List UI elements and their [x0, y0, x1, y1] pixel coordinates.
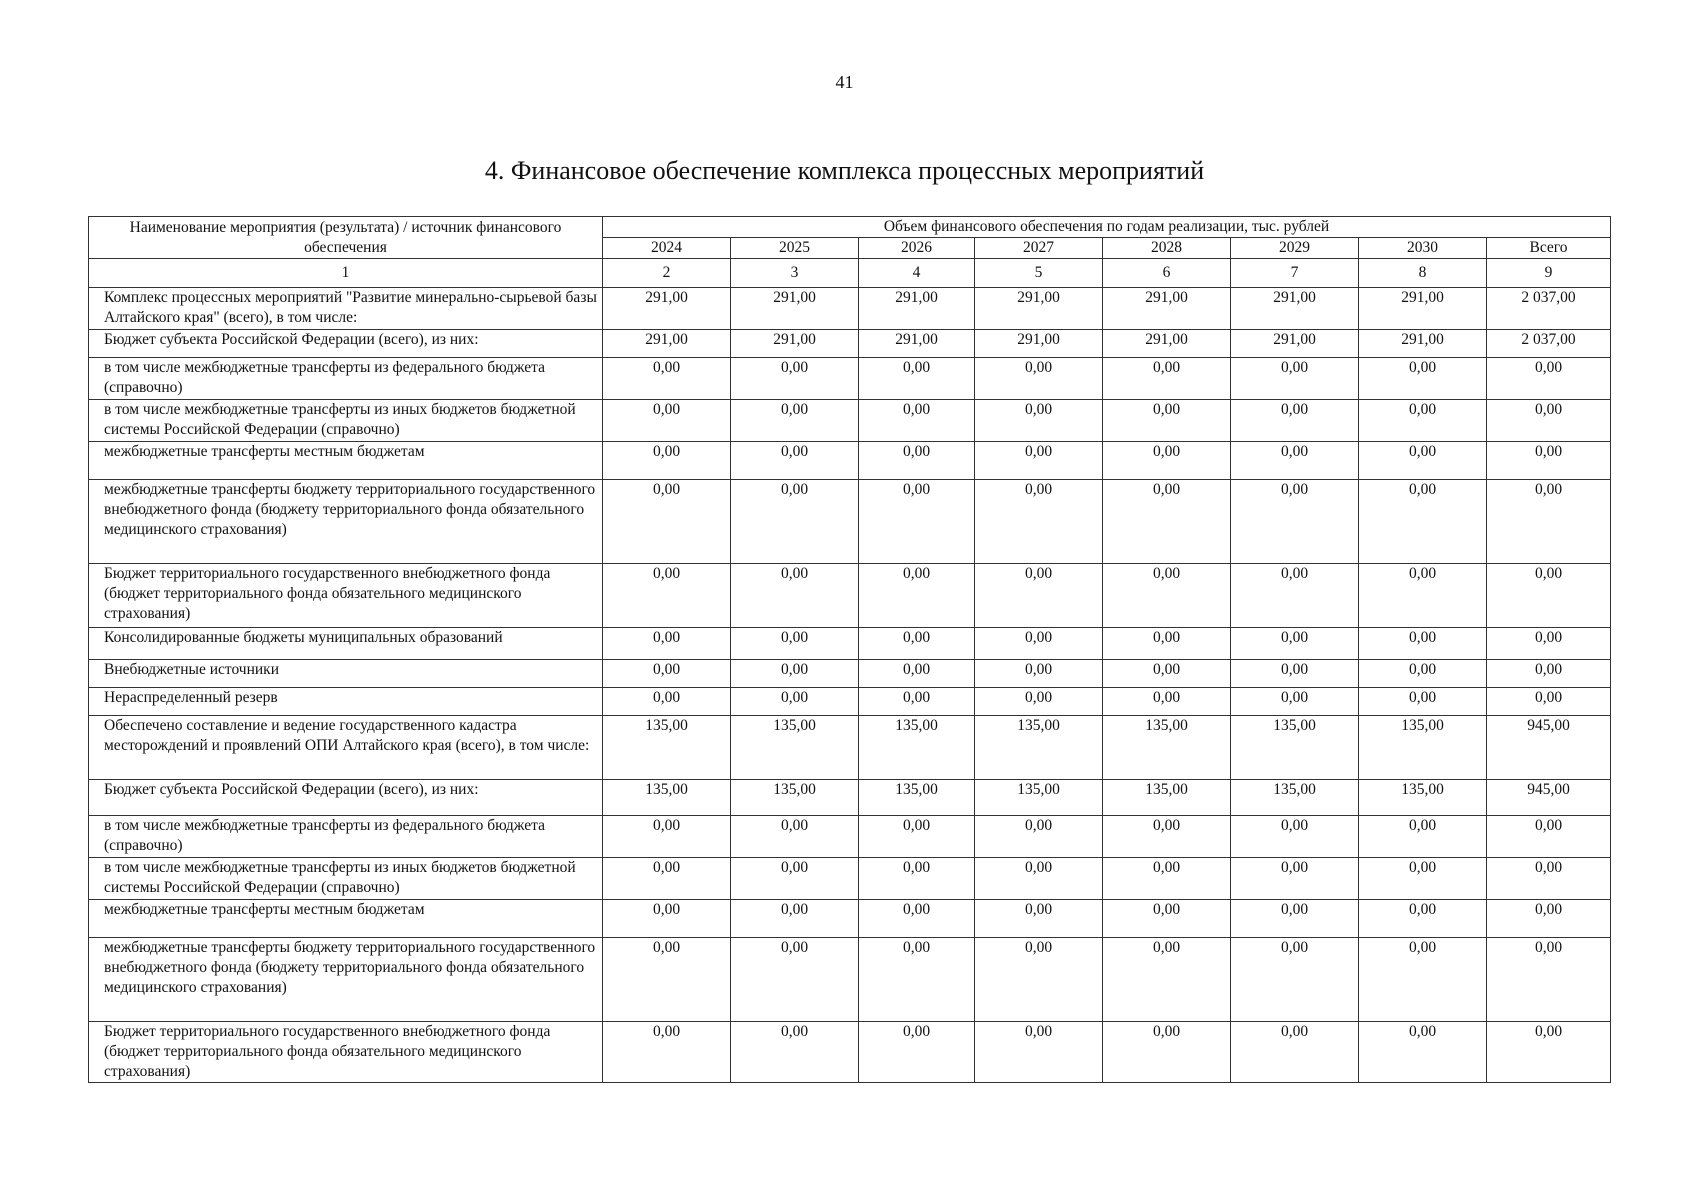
value-cell: 0,00 — [1359, 688, 1487, 716]
value-cell: 0,00 — [603, 816, 731, 858]
row-label: межбюджетные трансферты бюджету территориального государственного внебюджетного фонда (бюджету территориального фонда обязательного медицинского страхования) — [89, 480, 603, 564]
value-cell: 0,00 — [1487, 900, 1611, 938]
value-cell: 135,00 — [1103, 780, 1231, 816]
value-cell: 135,00 — [1359, 780, 1487, 816]
value-cell: 0,00 — [731, 816, 859, 858]
table-row — [89, 564, 1611, 628]
name-column-header: Наименование мероприятия (результата) / источник финансового обеспечения — [89, 217, 603, 259]
year-header: 2028 — [1103, 238, 1231, 259]
value-cell: 0,00 — [1487, 358, 1611, 400]
value-cell: 291,00 — [975, 330, 1103, 358]
value-cell: 0,00 — [975, 358, 1103, 400]
value-cell: 0,00 — [603, 1022, 731, 1083]
table-row — [89, 780, 1611, 816]
value-cell: 0,00 — [859, 816, 975, 858]
table-row — [89, 358, 1611, 400]
value-cell: 0,00 — [975, 938, 1103, 1022]
value-cell: 0,00 — [1103, 900, 1231, 938]
row-label: в том числе межбюджетные трансферты из федерального бюджета (справочно) — [89, 816, 603, 858]
value-cell: 0,00 — [603, 628, 731, 660]
value-cell: 0,00 — [1103, 858, 1231, 900]
value-cell: 0,00 — [1487, 628, 1611, 660]
value-cell: 0,00 — [1103, 660, 1231, 688]
value-cell: 0,00 — [1103, 442, 1231, 480]
column-number: 9 — [1487, 259, 1611, 288]
value-cell: 135,00 — [603, 716, 731, 780]
value-cell: 945,00 — [1487, 716, 1611, 780]
value-cell: 0,00 — [1231, 816, 1359, 858]
value-cell: 291,00 — [1103, 330, 1231, 358]
value-cell: 0,00 — [1359, 564, 1487, 628]
value-cell: 0,00 — [1359, 660, 1487, 688]
volume-column-header: Объем финансового обеспечения по годам реализации, тыс. рублей — [603, 217, 1611, 238]
column-numbers-row — [89, 259, 1611, 288]
value-cell: 291,00 — [731, 330, 859, 358]
row-label: в том числе межбюджетные трансферты из федерального бюджета (справочно) — [89, 358, 603, 400]
value-cell: 0,00 — [859, 358, 975, 400]
financing-table — [88, 216, 1611, 1083]
table-row — [89, 716, 1611, 780]
value-cell: 135,00 — [859, 716, 975, 780]
year-header: 2030 — [1359, 238, 1487, 259]
value-cell: 0,00 — [1487, 1022, 1611, 1083]
table-row — [89, 858, 1611, 900]
value-cell: 135,00 — [975, 716, 1103, 780]
column-number: 5 — [975, 259, 1103, 288]
value-cell: 0,00 — [731, 400, 859, 442]
row-label: Бюджет территориального государственного внебюджетного фонда (бюджет территориального фонда обязательного медицинского страхования) — [89, 1022, 603, 1083]
value-cell: 0,00 — [1487, 400, 1611, 442]
value-cell: 291,00 — [1359, 330, 1487, 358]
value-cell: 0,00 — [1359, 628, 1487, 660]
value-cell: 0,00 — [859, 480, 975, 564]
value-cell: 0,00 — [1359, 816, 1487, 858]
value-cell: 0,00 — [975, 1022, 1103, 1083]
value-cell: 0,00 — [975, 400, 1103, 442]
value-cell: 0,00 — [859, 938, 975, 1022]
value-cell: 0,00 — [1487, 480, 1611, 564]
value-cell: 0,00 — [731, 1022, 859, 1083]
table-row — [89, 816, 1611, 858]
value-cell: 0,00 — [731, 900, 859, 938]
value-cell: 2 037,00 — [1487, 330, 1611, 358]
column-number: 2 — [603, 259, 731, 288]
value-cell: 0,00 — [603, 480, 731, 564]
value-cell: 291,00 — [1231, 330, 1359, 358]
value-cell: 0,00 — [1103, 628, 1231, 660]
value-cell: 0,00 — [859, 442, 975, 480]
value-cell: 0,00 — [731, 660, 859, 688]
column-number: 6 — [1103, 259, 1231, 288]
value-cell: 0,00 — [603, 358, 731, 400]
row-label: межбюджетные трансферты бюджету территориального государственного внебюджетного фонда (бюджету территориального фонда обязательного медицинского страхования) — [89, 938, 603, 1022]
value-cell: 0,00 — [1487, 858, 1611, 900]
value-cell: 135,00 — [859, 780, 975, 816]
value-cell: 135,00 — [1231, 716, 1359, 780]
value-cell: 0,00 — [859, 628, 975, 660]
value-cell: 0,00 — [1231, 564, 1359, 628]
value-cell: 0,00 — [731, 564, 859, 628]
value-cell: 0,00 — [603, 858, 731, 900]
value-cell: 0,00 — [731, 358, 859, 400]
table-row — [89, 330, 1611, 358]
value-cell: 0,00 — [1359, 400, 1487, 442]
table-row — [89, 1022, 1611, 1083]
table-row — [89, 660, 1611, 688]
value-cell: 0,00 — [1103, 688, 1231, 716]
value-cell: 0,00 — [975, 660, 1103, 688]
year-header: 2026 — [859, 238, 975, 259]
value-cell: 0,00 — [1487, 660, 1611, 688]
value-cell: 0,00 — [859, 400, 975, 442]
table-row — [89, 900, 1611, 938]
year-header: Всего — [1487, 238, 1611, 259]
value-cell: 0,00 — [731, 938, 859, 1022]
row-label: Бюджет субъекта Российской Федерации (всего), из них: — [89, 330, 603, 358]
year-header: 2027 — [975, 238, 1103, 259]
value-cell: 0,00 — [1487, 816, 1611, 858]
value-cell: 0,00 — [859, 858, 975, 900]
value-cell: 291,00 — [859, 288, 975, 330]
row-label: Нераспределенный резерв — [89, 688, 603, 716]
value-cell: 135,00 — [731, 716, 859, 780]
table-row — [89, 480, 1611, 564]
row-label: межбюджетные трансферты местным бюджетам — [89, 442, 603, 480]
value-cell: 291,00 — [1359, 288, 1487, 330]
value-cell: 135,00 — [731, 780, 859, 816]
value-cell: 135,00 — [975, 780, 1103, 816]
value-cell: 291,00 — [603, 288, 731, 330]
value-cell: 0,00 — [1231, 688, 1359, 716]
value-cell: 0,00 — [603, 564, 731, 628]
row-label: Внебюджетные источники — [89, 660, 603, 688]
value-cell: 0,00 — [1487, 688, 1611, 716]
value-cell: 0,00 — [1231, 400, 1359, 442]
value-cell: 0,00 — [859, 660, 975, 688]
value-cell: 0,00 — [731, 688, 859, 716]
table-row — [89, 938, 1611, 1022]
value-cell: 0,00 — [975, 628, 1103, 660]
value-cell: 945,00 — [1487, 780, 1611, 816]
value-cell: 135,00 — [1231, 780, 1359, 816]
row-label: в том числе межбюджетные трансферты из иных бюджетов бюджетной системы Российской Федерации (справочно) — [89, 858, 603, 900]
table-body — [89, 288, 1611, 1083]
value-cell: 0,00 — [603, 400, 731, 442]
value-cell: 291,00 — [731, 288, 859, 330]
column-number: 1 — [89, 259, 603, 288]
value-cell: 0,00 — [1359, 358, 1487, 400]
value-cell: 0,00 — [1103, 1022, 1231, 1083]
row-label: Консолидированные бюджеты муниципальных образований — [89, 628, 603, 660]
value-cell: 0,00 — [1103, 938, 1231, 1022]
value-cell: 291,00 — [1231, 288, 1359, 330]
value-cell: 0,00 — [1359, 442, 1487, 480]
value-cell: 0,00 — [1359, 900, 1487, 938]
value-cell: 0,00 — [975, 816, 1103, 858]
value-cell: 135,00 — [603, 780, 731, 816]
value-cell: 291,00 — [1103, 288, 1231, 330]
value-cell: 0,00 — [1359, 858, 1487, 900]
value-cell: 0,00 — [731, 480, 859, 564]
value-cell: 0,00 — [1359, 938, 1487, 1022]
value-cell: 0,00 — [603, 900, 731, 938]
value-cell: 0,00 — [1231, 480, 1359, 564]
value-cell: 0,00 — [1231, 1022, 1359, 1083]
year-header: 2029 — [1231, 238, 1359, 259]
value-cell: 0,00 — [859, 564, 975, 628]
value-cell: 0,00 — [975, 564, 1103, 628]
value-cell: 0,00 — [1487, 442, 1611, 480]
value-cell: 0,00 — [1487, 564, 1611, 628]
row-label: Обеспечено составление и ведение государственного кадастра месторождений и проявлений ОПИ Алтайского края (всего), в том числе: — [89, 716, 603, 780]
value-cell: 0,00 — [1231, 858, 1359, 900]
value-cell: 2 037,00 — [1487, 288, 1611, 330]
value-cell: 0,00 — [1231, 442, 1359, 480]
value-cell: 0,00 — [603, 660, 731, 688]
table-row — [89, 288, 1611, 330]
value-cell: 0,00 — [1103, 400, 1231, 442]
table-header — [89, 217, 1611, 288]
value-cell: 0,00 — [603, 688, 731, 716]
value-cell: 0,00 — [1231, 938, 1359, 1022]
value-cell: 0,00 — [1103, 564, 1231, 628]
value-cell: 0,00 — [1231, 628, 1359, 660]
value-cell: 0,00 — [859, 900, 975, 938]
value-cell: 0,00 — [603, 938, 731, 1022]
value-cell: 0,00 — [975, 900, 1103, 938]
value-cell: 0,00 — [1359, 1022, 1487, 1083]
value-cell: 0,00 — [1103, 358, 1231, 400]
value-cell: 0,00 — [859, 1022, 975, 1083]
page-title: 4. Финансовое обеспечение комплекса процессных мероприятий — [484, 156, 1205, 185]
table-row — [89, 400, 1611, 442]
value-cell: 0,00 — [1103, 816, 1231, 858]
row-label: в том числе межбюджетные трансферты из иных бюджетов бюджетной системы Российской Федерации (справочно) — [89, 400, 603, 442]
value-cell: 135,00 — [1359, 716, 1487, 780]
value-cell: 0,00 — [731, 442, 859, 480]
value-cell: 291,00 — [975, 288, 1103, 330]
column-number: 4 — [859, 259, 975, 288]
table-row — [89, 688, 1611, 716]
year-header: 2024 — [603, 238, 731, 259]
column-number: 3 — [731, 259, 859, 288]
value-cell: 0,00 — [1487, 938, 1611, 1022]
value-cell: 0,00 — [1231, 358, 1359, 400]
row-label: Бюджет субъекта Российской Федерации (всего), из них: — [89, 780, 603, 816]
column-number: 7 — [1231, 259, 1359, 288]
value-cell: 0,00 — [975, 442, 1103, 480]
value-cell: 0,00 — [1359, 480, 1487, 564]
value-cell: 0,00 — [1231, 900, 1359, 938]
value-cell: 291,00 — [859, 330, 975, 358]
table-row — [89, 628, 1611, 660]
value-cell: 0,00 — [1231, 660, 1359, 688]
value-cell: 291,00 — [603, 330, 731, 358]
column-number: 8 — [1359, 259, 1487, 288]
value-cell: 0,00 — [603, 442, 731, 480]
value-cell: 0,00 — [975, 480, 1103, 564]
value-cell: 0,00 — [975, 858, 1103, 900]
table-row — [89, 442, 1611, 480]
row-label: межбюджетные трансферты местным бюджетам — [89, 900, 603, 938]
row-label: Комплекс процессных мероприятий "Развитие минерально-сырьевой базы Алтайского края" (всего), в том числе: — [89, 288, 603, 330]
value-cell: 135,00 — [1103, 716, 1231, 780]
value-cell: 0,00 — [731, 628, 859, 660]
value-cell: 0,00 — [975, 688, 1103, 716]
value-cell: 0,00 — [859, 688, 975, 716]
value-cell: 0,00 — [1103, 480, 1231, 564]
row-label: Бюджет территориального государственного внебюджетного фонда (бюджет территориального фонда обязательного медицинского страхования) — [89, 564, 603, 628]
page-number: 41 — [835, 72, 854, 92]
value-cell: 0,00 — [731, 858, 859, 900]
year-header: 2025 — [731, 238, 859, 259]
